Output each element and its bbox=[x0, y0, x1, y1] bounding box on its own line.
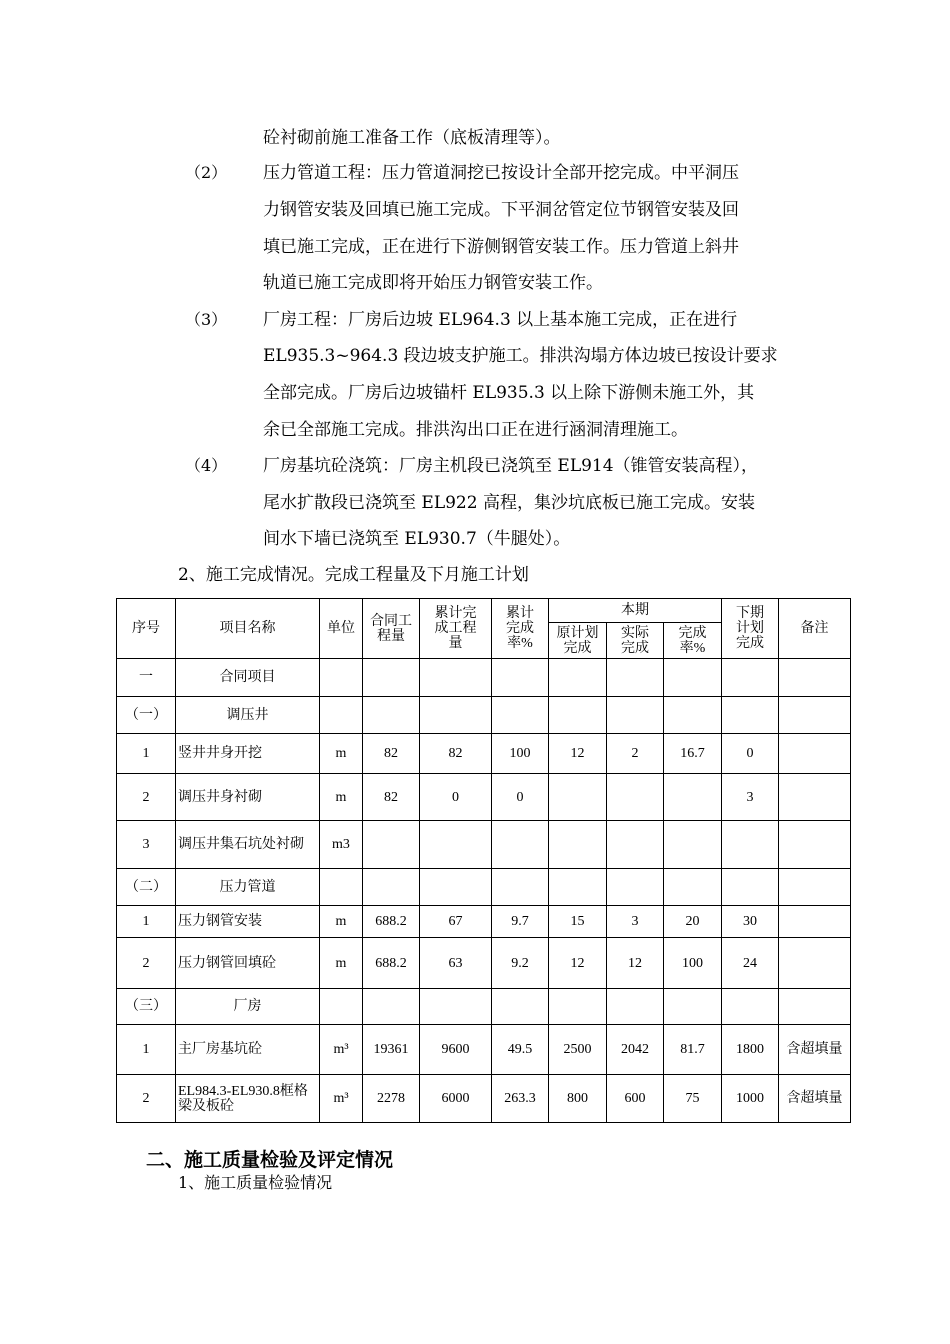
cell-seq: 2 bbox=[117, 938, 176, 989]
cell-cum-qty bbox=[420, 989, 492, 1025]
table-row bbox=[117, 989, 851, 1025]
table-row bbox=[117, 821, 851, 869]
cell-cum-rate bbox=[492, 659, 549, 697]
cell-next: 30 bbox=[722, 906, 779, 938]
cell-contract: 2278 bbox=[363, 1075, 420, 1123]
cell-cum-rate bbox=[492, 989, 549, 1025]
text-line: 压力管道工程：压力管道洞挖已按设计全部开挖完成。中平洞压 bbox=[263, 163, 739, 183]
cell-seq: 1 bbox=[117, 906, 176, 938]
text-line: EL935.3~964.3 段边坡支护施工。排洪沟塌方体边坡已按设计要求 bbox=[263, 346, 778, 366]
cell-rate: 100 bbox=[664, 938, 722, 989]
cell-seq: （一） bbox=[117, 697, 176, 734]
cell-next bbox=[722, 659, 779, 697]
section-heading: 二、施工质量检验及评定情况 bbox=[146, 1149, 394, 1171]
cell-rate: 16.7 bbox=[664, 734, 722, 774]
table-row bbox=[117, 774, 851, 821]
cell-name: 竖井井身开挖 bbox=[176, 734, 320, 774]
progress-table bbox=[116, 598, 851, 1123]
cell-rate: 20 bbox=[664, 906, 722, 938]
cell-unit: m bbox=[320, 938, 363, 989]
cell-actual: 2 bbox=[607, 734, 664, 774]
cell-name: 合同项目 bbox=[176, 659, 320, 697]
cell-plan: 15 bbox=[549, 906, 607, 938]
table-row bbox=[117, 697, 851, 734]
cell-actual: 2042 bbox=[607, 1025, 664, 1075]
cell-cum-rate: 100 bbox=[492, 734, 549, 774]
header-name: 项目名称 bbox=[176, 599, 320, 659]
text-line: 间水下墙已浇筑至 EL930.7（牛腿处）。 bbox=[263, 529, 571, 549]
text-line: 尾水扩散段已浇筑至 EL922 高程，集沙坑底板已施工完成。安装 bbox=[263, 493, 755, 513]
cell-cum-rate: 0 bbox=[492, 774, 549, 821]
cell-note bbox=[779, 774, 851, 821]
header-row bbox=[117, 599, 851, 623]
cell-plan bbox=[549, 774, 607, 821]
cell-seq: 1 bbox=[117, 1025, 176, 1075]
cell-unit: m bbox=[320, 906, 363, 938]
cell-name: 调压井 bbox=[176, 697, 320, 734]
text-line: 余已全部施工完成。排洪沟出口正在进行涵洞清理施工。 bbox=[263, 420, 688, 440]
cell-seq: （三） bbox=[117, 989, 176, 1025]
cell-cum-qty: 0 bbox=[420, 774, 492, 821]
text-line: 轨道已施工完成即将开始压力钢管安装工作。 bbox=[263, 273, 603, 293]
cell-note: 含超填量 bbox=[779, 1025, 851, 1075]
cell-cum-qty: 67 bbox=[420, 906, 492, 938]
cell-note bbox=[779, 869, 851, 906]
cell-name: EL984.3-EL930.8框格梁及板砼 bbox=[176, 1075, 320, 1123]
cell-contract: 19361 bbox=[363, 1025, 420, 1075]
header-next bbox=[722, 599, 779, 659]
cell-actual: 600 bbox=[607, 1075, 664, 1123]
cell-name: 调压井身衬砌 bbox=[176, 774, 320, 821]
cell-contract: 688.2 bbox=[363, 938, 420, 989]
subsection-heading: 1、施工质量检验情况 bbox=[178, 1173, 333, 1192]
cell-plan bbox=[549, 659, 607, 697]
cell-cum-qty: 9600 bbox=[420, 1025, 492, 1075]
table-row bbox=[117, 1075, 851, 1123]
cell-seq: 一 bbox=[117, 659, 176, 697]
cell-name: 主厂房基坑砼 bbox=[176, 1025, 320, 1075]
cell-actual: 3 bbox=[607, 906, 664, 938]
cell-cum-qty bbox=[420, 821, 492, 869]
cell-contract bbox=[363, 989, 420, 1025]
cell-actual bbox=[607, 869, 664, 906]
table-row bbox=[117, 938, 851, 989]
cell-cum-rate: 9.7 bbox=[492, 906, 549, 938]
cell-cum-rate: 263.3 bbox=[492, 1075, 549, 1123]
cell-cum-rate: 9.2 bbox=[492, 938, 549, 989]
cell-next: 3 bbox=[722, 774, 779, 821]
cell-actual: 12 bbox=[607, 938, 664, 989]
cell-name: 压力管道 bbox=[176, 869, 320, 906]
cell-cum-qty: 6000 bbox=[420, 1075, 492, 1123]
cell-note: 含超填量 bbox=[779, 1075, 851, 1123]
text-line: 填已施工完成，正在进行下游侧钢管安装工作。压力管道上斜井 bbox=[263, 237, 739, 257]
cell-plan: 800 bbox=[549, 1075, 607, 1123]
cell-plan bbox=[549, 821, 607, 869]
cell-actual bbox=[607, 821, 664, 869]
table-caption: 2、施工完成情况。完成工程量及下月施工计划 bbox=[178, 565, 529, 585]
header-cum-qty bbox=[420, 599, 492, 659]
cell-note bbox=[779, 906, 851, 938]
table-row bbox=[117, 1025, 851, 1075]
table-row bbox=[117, 869, 851, 906]
cell-rate bbox=[664, 697, 722, 734]
cell-cum-rate bbox=[492, 697, 549, 734]
text-line: 厂房工程：厂房后边坡 EL964.3 以上基本施工完成，正在进行 bbox=[263, 310, 738, 330]
cell-seq: 3 bbox=[117, 821, 176, 869]
cell-contract: 82 bbox=[363, 774, 420, 821]
cell-plan bbox=[549, 697, 607, 734]
cell-contract: 82 bbox=[363, 734, 420, 774]
header-plan-text: 原计划完成 bbox=[556, 625, 599, 656]
cell-plan bbox=[549, 989, 607, 1025]
cell-contract bbox=[363, 821, 420, 869]
cell-cum-rate bbox=[492, 821, 549, 869]
cell-contract: 688.2 bbox=[363, 906, 420, 938]
table-row bbox=[117, 659, 851, 697]
cell-rate bbox=[664, 659, 722, 697]
cell-next: 24 bbox=[722, 938, 779, 989]
cell-cum-qty: 82 bbox=[420, 734, 492, 774]
cell-plan: 12 bbox=[549, 734, 607, 774]
cell-seq: 1 bbox=[117, 734, 176, 774]
cell-rate bbox=[664, 821, 722, 869]
cell-next bbox=[722, 989, 779, 1025]
cell-unit: m3 bbox=[320, 821, 363, 869]
cell-next: 1800 bbox=[722, 1025, 779, 1075]
cell-note bbox=[779, 821, 851, 869]
text-line: 全部完成。厂房后边坡锚杆 EL935.3 以上除下游侧未施工外，其 bbox=[263, 383, 755, 403]
cell-seq: （二） bbox=[117, 869, 176, 906]
cell-seq: 2 bbox=[117, 774, 176, 821]
cell-cum-qty bbox=[420, 697, 492, 734]
cell-next bbox=[722, 821, 779, 869]
cell-unit bbox=[320, 869, 363, 906]
cell-note bbox=[779, 989, 851, 1025]
cell-cum-qty bbox=[420, 659, 492, 697]
cell-cum-qty bbox=[420, 869, 492, 906]
table-row bbox=[117, 906, 851, 938]
cell-plan: 2500 bbox=[549, 1025, 607, 1075]
cell-actual bbox=[607, 659, 664, 697]
cell-actual bbox=[607, 989, 664, 1025]
cell-unit bbox=[320, 697, 363, 734]
cell-cum-qty: 63 bbox=[420, 938, 492, 989]
cell-plan: 12 bbox=[549, 938, 607, 989]
item-number: （3） bbox=[185, 310, 228, 329]
header-seq: 序号 bbox=[117, 599, 176, 659]
cell-next: 0 bbox=[722, 734, 779, 774]
cell-contract bbox=[363, 869, 420, 906]
header-note: 备注 bbox=[779, 599, 851, 659]
header-cum-qty-text: 累计完成工程量 bbox=[434, 606, 477, 651]
header-cum-rate bbox=[492, 599, 549, 659]
cell-next bbox=[722, 697, 779, 734]
cell-actual bbox=[607, 774, 664, 821]
cell-name: 厂房 bbox=[176, 989, 320, 1025]
cell-unit: m bbox=[320, 774, 363, 821]
header-next-text: 下期计划完成 bbox=[736, 606, 764, 651]
header-rate bbox=[664, 623, 722, 659]
cell-contract bbox=[363, 697, 420, 734]
cell-contract bbox=[363, 659, 420, 697]
cell-plan bbox=[549, 869, 607, 906]
header-plan bbox=[549, 623, 607, 659]
text-line: 力钢管安装及回填已施工完成。下平洞岔管定位节钢管安装及回 bbox=[263, 200, 739, 220]
cell-cum-rate: 49.5 bbox=[492, 1025, 549, 1075]
cell-unit: m³ bbox=[320, 1025, 363, 1075]
cell-rate bbox=[664, 989, 722, 1025]
cell-name: 调压井集石坑处衬砌 bbox=[176, 821, 320, 869]
cell-next bbox=[722, 869, 779, 906]
cell-rate bbox=[664, 774, 722, 821]
cell-actual bbox=[607, 697, 664, 734]
cell-unit: m bbox=[320, 734, 363, 774]
header-actual-text: 实际完成 bbox=[621, 625, 649, 656]
header-actual bbox=[607, 623, 664, 659]
cell-note bbox=[779, 734, 851, 774]
text-line: 厂房基坑砼浇筑：厂房主机段已浇筑至 EL914（锥管安装高程）， bbox=[263, 456, 759, 476]
cell-unit bbox=[320, 659, 363, 697]
cell-note bbox=[779, 938, 851, 989]
text-line: 砼衬砌前施工准备工作（底板清理等）。 bbox=[263, 128, 561, 148]
cell-note bbox=[779, 697, 851, 734]
cell-next: 1000 bbox=[722, 1075, 779, 1123]
cell-cum-rate bbox=[492, 869, 549, 906]
cell-rate: 75 bbox=[664, 1075, 722, 1123]
table-row bbox=[117, 734, 851, 774]
cell-rate bbox=[664, 869, 722, 906]
header-period: 本期 bbox=[549, 599, 722, 623]
cell-unit bbox=[320, 989, 363, 1025]
cell-rate: 81.7 bbox=[664, 1025, 722, 1075]
cell-name: 压力钢管回填砼 bbox=[176, 938, 320, 989]
cell-unit: m³ bbox=[320, 1075, 363, 1123]
header-contract bbox=[363, 599, 420, 659]
cell-seq: 2 bbox=[117, 1075, 176, 1123]
item-number: （2） bbox=[185, 163, 228, 182]
header-unit: 单位 bbox=[320, 599, 363, 659]
header-contract-text: 合同工程量 bbox=[370, 613, 412, 644]
cell-note bbox=[779, 659, 851, 697]
cell-name: 压力钢管安装 bbox=[176, 906, 320, 938]
header-rate-text: 完成率% bbox=[678, 625, 707, 656]
item-number: （4） bbox=[185, 456, 228, 475]
header-cum-rate-text: 累计完成率% bbox=[506, 606, 534, 651]
